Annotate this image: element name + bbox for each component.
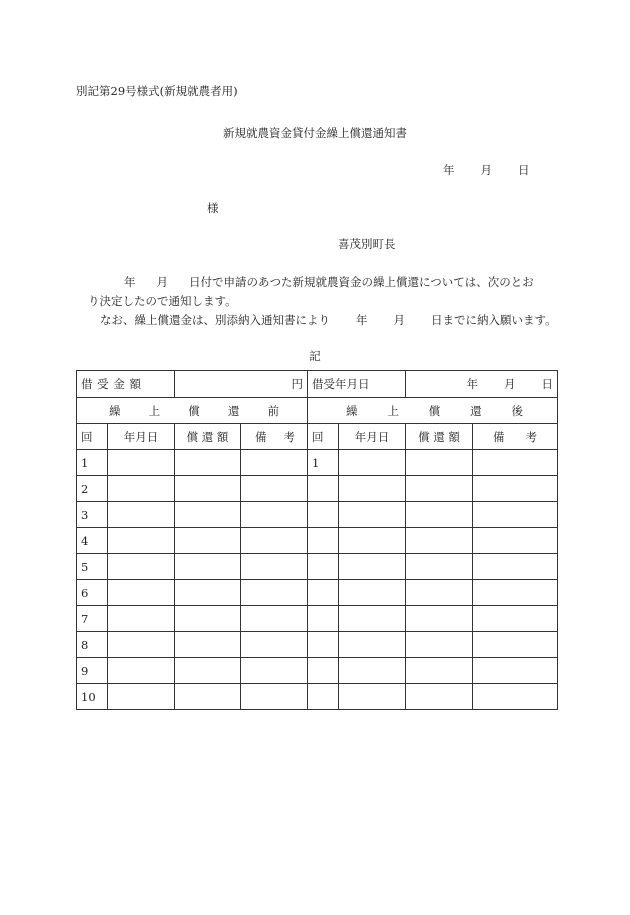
table-row — [77, 476, 558, 502]
table-cell — [241, 528, 308, 554]
table-cell — [175, 632, 241, 658]
table-cell — [339, 502, 406, 528]
row-number-after — [308, 632, 339, 658]
table-row — [77, 606, 558, 632]
table-cell — [339, 658, 406, 684]
sender-name: 喜茂別町長 — [338, 237, 396, 251]
issue-date-month: 月 — [480, 163, 492, 177]
table-cell — [175, 684, 241, 710]
table-cell — [339, 554, 406, 580]
table-cell — [241, 476, 308, 502]
table-row — [77, 502, 558, 528]
table-cell — [108, 554, 175, 580]
table-row — [77, 554, 558, 580]
table-cell — [175, 502, 241, 528]
row-number-after — [308, 554, 339, 580]
table-row — [77, 450, 558, 476]
table-cell — [175, 606, 241, 632]
table-cell — [108, 684, 175, 710]
row-number-after — [308, 528, 339, 554]
loan-info-row — [77, 371, 558, 398]
table-cell — [473, 502, 558, 528]
table-cell — [108, 476, 175, 502]
table-row — [77, 580, 558, 606]
table-cell — [241, 606, 308, 632]
table-cell — [108, 450, 175, 476]
table-cell — [175, 658, 241, 684]
table-cell — [473, 658, 558, 684]
loan-amount-label: 借 受 金 額 — [77, 371, 175, 398]
issue-date — [443, 162, 530, 178]
table-cell — [473, 606, 558, 632]
yen-unit: 円 — [291, 377, 303, 391]
ki-label: 記 — [309, 349, 321, 363]
row-number-before: 6 — [77, 580, 108, 606]
row-number-before: 5 — [77, 554, 108, 580]
row-number-after — [308, 606, 339, 632]
table-row — [77, 684, 558, 710]
table-cell — [406, 554, 473, 580]
table-cell — [241, 684, 308, 710]
table-cell — [473, 554, 558, 580]
issue-date-year: 年 — [443, 163, 455, 177]
table-cell — [339, 580, 406, 606]
before-section-header: 繰 上 償 還 前 — [77, 398, 308, 424]
col-kai-after: 回 — [308, 424, 339, 450]
table-cell — [473, 528, 558, 554]
col-remarks-before: 備 考 — [241, 424, 308, 450]
row-number-before: 9 — [77, 658, 108, 684]
table-cell — [473, 632, 558, 658]
loan-date-label: 借受年月日 — [308, 371, 406, 398]
table-row — [77, 528, 558, 554]
table-row — [77, 632, 558, 658]
table-cell — [339, 476, 406, 502]
row-number-before: 4 — [77, 528, 108, 554]
col-amount-before: 償 還 額 — [175, 424, 241, 450]
body-line-3: なお、繰上償還金は、別添納入通知書により 年 月 日までに納入願います。 — [100, 313, 557, 327]
col-date-after: 年月日 — [339, 424, 406, 450]
row-number-before: 1 — [77, 450, 108, 476]
table-cell — [406, 502, 473, 528]
row-number-after — [308, 580, 339, 606]
table-cell — [406, 632, 473, 658]
table-cell — [175, 450, 241, 476]
col-remarks-after: 備 考 — [473, 424, 558, 450]
loan-date-field: 年 月 日 — [406, 371, 558, 398]
table-cell — [108, 632, 175, 658]
row-number-after: 1 — [308, 450, 339, 476]
table-cell — [241, 658, 308, 684]
table-cell — [241, 632, 308, 658]
table-cell — [473, 684, 558, 710]
table-cell — [339, 450, 406, 476]
row-number-before: 10 — [77, 684, 108, 710]
table-cell — [241, 554, 308, 580]
document-title: 新規就農資金貸付金繰上償還通知書 — [223, 126, 407, 140]
table-cell — [108, 502, 175, 528]
addressee-suffix: 様 — [207, 201, 219, 215]
table-cell — [108, 658, 175, 684]
section-header-row — [77, 398, 558, 424]
table-cell — [406, 476, 473, 502]
table-cell — [406, 528, 473, 554]
table-cell — [241, 502, 308, 528]
table-cell — [108, 580, 175, 606]
row-number-after — [308, 476, 339, 502]
form-number: 別記第29号様式(新規就農者用) — [76, 84, 238, 98]
table-cell — [241, 580, 308, 606]
col-date-before: 年月日 — [108, 424, 175, 450]
row-number-before: 3 — [77, 502, 108, 528]
table-cell — [473, 580, 558, 606]
table-cell — [175, 580, 241, 606]
loan-amount-field — [175, 371, 308, 398]
table-cell — [175, 554, 241, 580]
table-row — [77, 658, 558, 684]
table-cell — [108, 528, 175, 554]
body-line-2: り決定したので通知します。 — [88, 294, 237, 308]
row-number-after — [308, 684, 339, 710]
table-cell — [406, 658, 473, 684]
table-cell — [339, 606, 406, 632]
table-cell — [406, 580, 473, 606]
repayment-table — [76, 370, 558, 710]
table-cell — [473, 476, 558, 502]
row-number-before: 8 — [77, 632, 108, 658]
row-number-after — [308, 658, 339, 684]
issue-date-day: 日 — [518, 163, 530, 177]
table-cell — [339, 528, 406, 554]
table-cell — [406, 684, 473, 710]
col-kai-before: 回 — [77, 424, 108, 450]
table-cell — [108, 606, 175, 632]
row-number-after — [308, 502, 339, 528]
table-body — [77, 371, 558, 710]
row-number-before: 2 — [77, 476, 108, 502]
table-cell — [175, 476, 241, 502]
table-cell — [175, 528, 241, 554]
row-number-before: 7 — [77, 606, 108, 632]
table-cell — [339, 684, 406, 710]
body-line-1: 年 月 日付で申請のあつた新規就農資金の繰上償還については、次のとお — [124, 275, 534, 289]
table-cell — [339, 632, 406, 658]
table-cell — [406, 450, 473, 476]
table-cell — [406, 606, 473, 632]
column-header-row — [77, 424, 558, 450]
table-cell — [473, 450, 558, 476]
table-cell — [241, 450, 308, 476]
after-section-header: 繰 上 償 還 後 — [308, 398, 558, 424]
col-amount-after: 償 還 額 — [406, 424, 473, 450]
